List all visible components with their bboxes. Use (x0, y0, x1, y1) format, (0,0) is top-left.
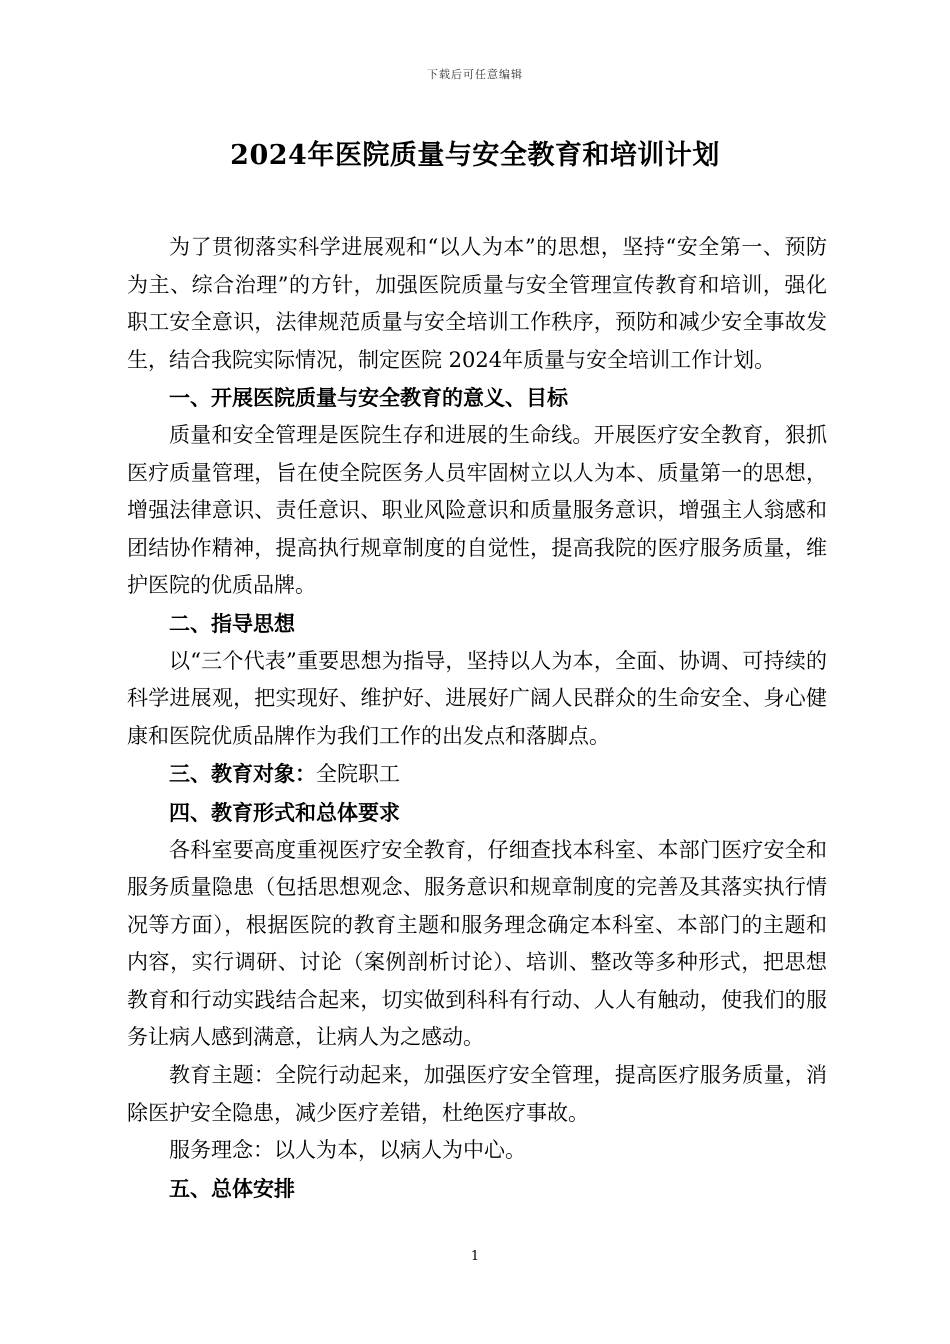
section-heading-5: 五、总体安排 (169, 1175, 295, 1201)
section-4-paragraph: 各科室要高度重视医疗安全教育，仔细查找本科室、本部门医疗安全和服务质量隐患（包括思想观念、服务意识和规章制度的完善及其落实执行情况等方面），根据医院的教育主题和服务理念确定本科室、本部门的主题和内容，实行调研、讨论（案例剖析讨论）、培训、整改等多种形式，把思想教育和行动实践结合起来，切实做到科科有行动、人人有触动，使我们的服务让病人感到满意，让病人为之感动。 (127, 837, 827, 1050)
document-body (127, 229, 827, 1207)
intro-paragraph: 为了贯彻落实科学进展观和“以人为本”的思想，坚持“安全第一、预防为主、综合治理”的方针，加强医院质量与安全管理宣传教育和培训，强化职工安全意识，法律规范质量与安全培训工作秩序，预防和减少安全事故发生，结合我院实际情况，制定医院 2024年质量与安全培训工作计划。 (127, 235, 827, 372)
section-heading-1: 一、开展医院质量与安全教育的意义、目标 (169, 385, 568, 411)
service-concept-paragraph: 服务理念：以人为本，以病人为中心。 (169, 1138, 526, 1163)
page-number: 1 (470, 1249, 480, 1264)
education-theme-paragraph: 教育主题：全院行动起来，加强医疗安全管理，提高医疗服务质量，消除医护安全隐患，减少医疗差错，杜绝医疗事故。 (127, 1063, 827, 1125)
section-3-line (127, 755, 827, 794)
section-1-paragraph: 质量和安全管理是医院生存和进展的生命线。开展医疗安全教育，狠抓医疗质量管理，旨在使全院医务人员牢固树立以人为本、质量第一的思想，增强法律意识、责任意识、职业风险意识和质量服务意识，增强主人翁感和团结协作精神，提高执行规章制度的自觉性，提高我院的医疗服务质量，维护医院的优质品牌。 (127, 422, 827, 598)
header-note: 下载后可任意编辑 (427, 68, 523, 81)
section-heading-2: 二、指导思想 (169, 610, 295, 636)
education-target-value: 全院职工 (316, 762, 400, 787)
section-heading-4: 四、教育形式和总体要求 (169, 799, 400, 825)
section-heading-3: 三、教育对象： (169, 761, 316, 787)
document-title: 2024年医院质量与安全教育和培训计划 (230, 140, 720, 171)
section-2-paragraph: 以“三个代表”重要思想为指导，坚持以人为本，全面、协调、可持续的科学进展观，把实现好、维护好、进展好广阔人民群众的生命安全、身心健康和医院优质品牌作为我们工作的出发点和落脚点。 (127, 648, 827, 748)
